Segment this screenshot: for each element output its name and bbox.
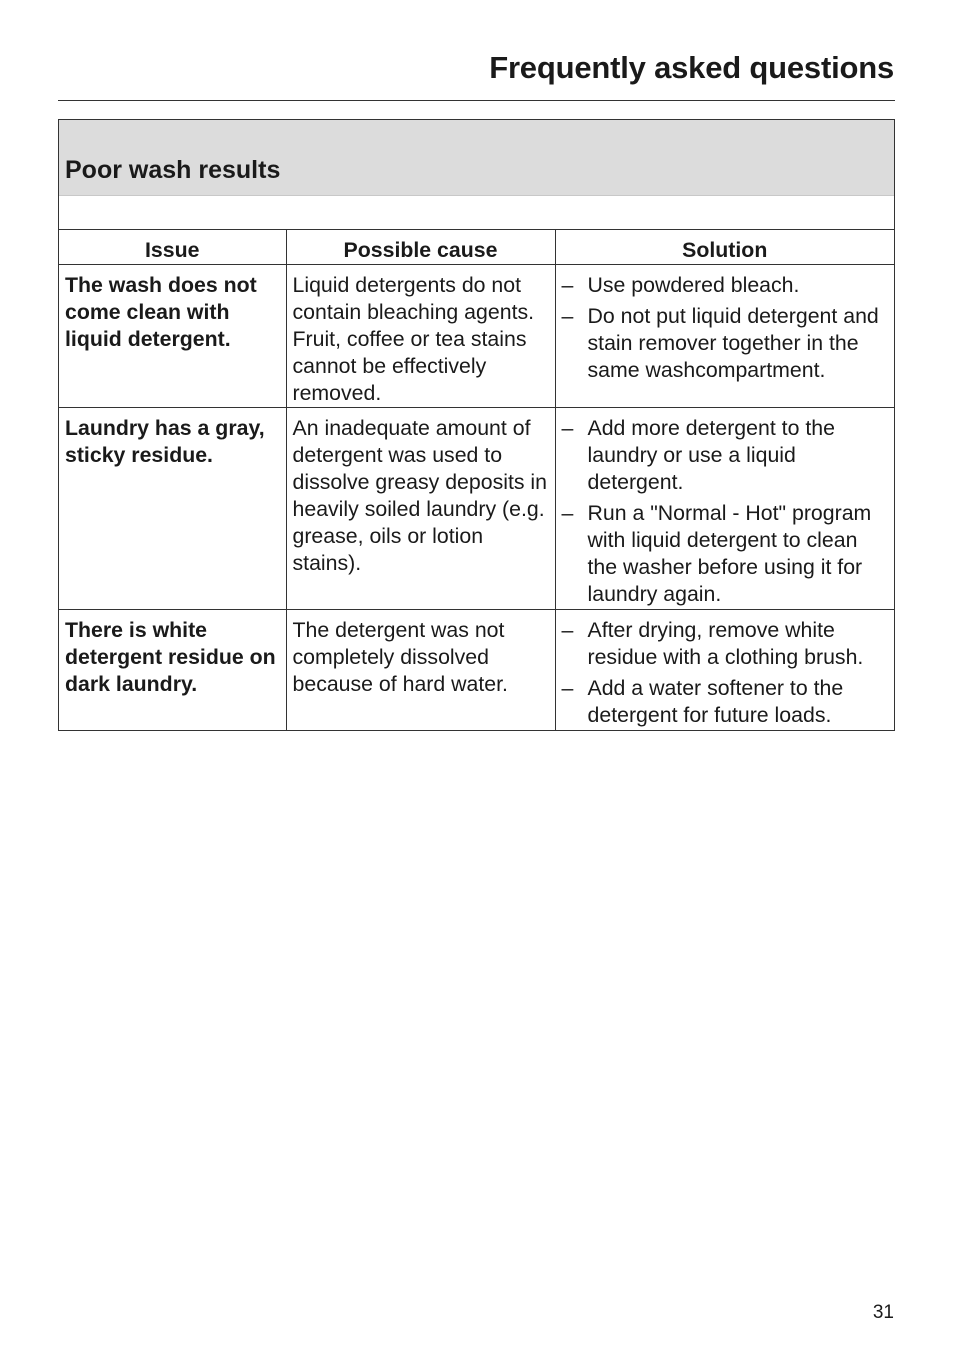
title-divider — [58, 100, 895, 101]
solution-item: – Run a "Normal - Hot" program with liquid detergent to clean the washer before using it for laundry again. — [562, 500, 889, 608]
header-issue: Issue — [59, 230, 286, 265]
issue-cell — [59, 610, 286, 730]
cause-text: An inadequate amount of detergent was used to dissolve greasy deposits in heavily soiled laundry (e.g. grease, oils or lotion stains). — [292, 416, 548, 575]
table-row — [59, 610, 894, 730]
table-header-row — [59, 230, 894, 265]
solution-cell — [555, 265, 894, 408]
solution-list — [562, 415, 889, 608]
cause-text: The detergent was not completely dissolved because of hard water. — [292, 618, 508, 696]
table-row — [59, 265, 894, 408]
section-header — [59, 120, 894, 195]
solution-list — [562, 272, 889, 384]
cause-cell — [286, 408, 555, 610]
solution-list — [562, 617, 889, 729]
issue-text: There is white detergent residue on dark laundry. — [65, 618, 276, 696]
header-solution: Solution — [555, 230, 894, 265]
solution-item: – Do not put liquid detergent and stain remover together in the same washcompartment. — [562, 303, 889, 384]
faq-section — [58, 119, 895, 731]
solution-item: – After drying, remove white residue with a clothing brush. — [562, 617, 889, 671]
solution-item: – Add more detergent to the laundry or use a liquid detergent. — [562, 415, 889, 496]
issue-text: The wash does not come clean with liquid detergent. — [65, 273, 257, 351]
cause-text: Liquid detergents do not contain bleaching agents. Fruit, coffee or tea stains cannot be effectively removed. — [292, 273, 535, 405]
solution-item: – Use powdered bleach. — [562, 272, 889, 299]
solution-cell — [555, 610, 894, 730]
page-title: Frequently asked questions — [489, 50, 894, 85]
section-title: Poor wash results — [65, 156, 281, 184]
issue-cell — [59, 265, 286, 408]
cause-cell — [286, 610, 555, 730]
issue-cell — [59, 408, 286, 610]
faq-table — [59, 229, 894, 730]
solution-item: – Add a water softener to the detergent for future loads. — [562, 675, 889, 729]
table-row — [59, 408, 894, 610]
solution-cell — [555, 408, 894, 610]
section-spacer — [59, 195, 894, 229]
header-cause: Possible cause — [286, 230, 555, 265]
cause-cell — [286, 265, 555, 408]
issue-text: Laundry has a gray, sticky residue. — [65, 416, 265, 467]
page-number: 31 — [872, 1302, 894, 1323]
